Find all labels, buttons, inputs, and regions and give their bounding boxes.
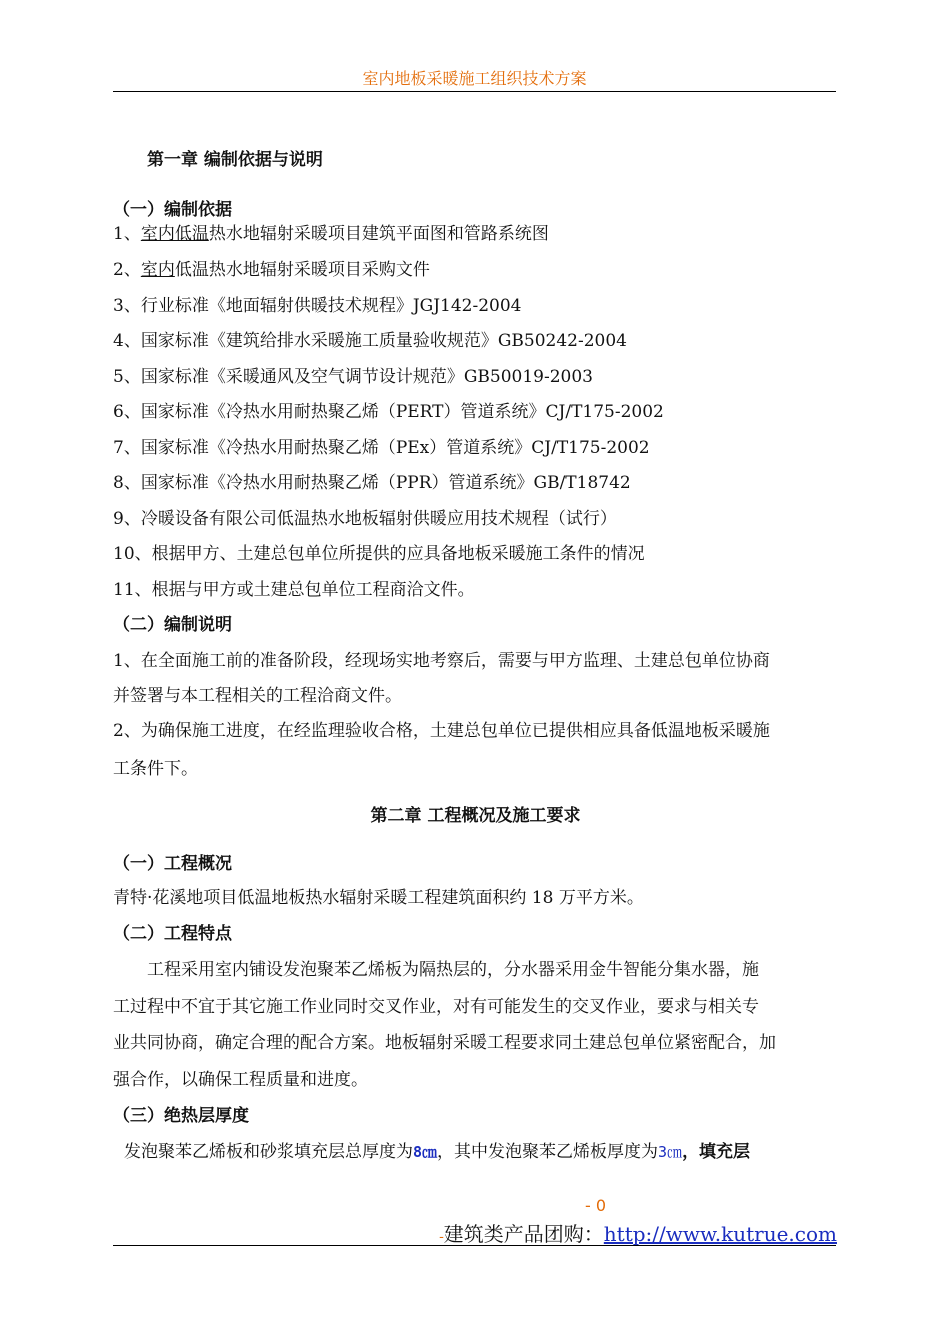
basis-item: 6、国家标准《冷热水用耐热聚乙烯（PERT）管道系统》CJ/T175-2002 xyxy=(113,402,664,422)
section-insulation-heading: （三）绝热层厚度 xyxy=(113,1106,249,1126)
header-divider xyxy=(113,91,836,92)
footer-link[interactable]: http://www.kutrue.com xyxy=(603,1222,837,1246)
footer-ad: -建筑类产品团购：http://www.kutrue.com xyxy=(439,1222,837,1246)
footer-label: 建筑类产品团购： xyxy=(443,1222,604,1246)
insulation-text: 发泡聚苯乙烯板和砂浆填充层总厚度为8㎝，其中发泡聚苯乙烯板厚度为3㎝，填充层 xyxy=(124,1142,751,1162)
notes-line: 工条件下。 xyxy=(113,759,198,779)
board-thickness-value: 3㎝ xyxy=(658,1143,683,1161)
total-thickness-value: 8㎝ xyxy=(413,1143,438,1161)
chapter-2-title: 第二章 工程概况及施工要求 xyxy=(370,806,581,826)
section-overview-heading: （一）工程概况 xyxy=(113,854,232,874)
features-line: 工程采用室内铺设发泡聚苯乙烯板为隔热层的，分水器采用金牛智能分集水器，施 xyxy=(147,960,759,980)
basis-item: 10、根据甲方、土建总包单位所提供的应具备地板采暖施工条件的情况 xyxy=(113,544,645,564)
basis-item: 4、国家标准《建筑给排水采暖施工质量验收规范》GB50242-2004 xyxy=(113,331,627,351)
basis-item: 11、根据与甲方或土建总包单位工程商洽文件。 xyxy=(113,580,475,600)
basis-item: 5、国家标准《采暖通风及空气调节设计规范》GB50019-2003 xyxy=(113,367,593,387)
notes-line: 1、在全面施工前的准备阶段，经现场实地考察后，需要与甲方监理、土建总包单位协商 xyxy=(113,651,770,671)
basis-item: 3、行业标准《地面辐射供暖技术规程》JGJ142-2004 xyxy=(113,296,522,316)
page-header-title: 室内地板采暖施工组织技术方案 xyxy=(362,69,587,88)
section-basis-heading: （一）编制依据 xyxy=(113,200,232,220)
notes-line: 2、为确保施工进度，在经监理验收合格，土建总包单位已提供相应具备低温地板采暖施 xyxy=(113,721,770,741)
features-line: 强合作，以确保工程质量和进度。 xyxy=(113,1070,368,1090)
basis-item: 9、冷暖设备有限公司低温热水地板辐射供暖应用技术规程（试行） xyxy=(113,509,617,529)
section-features-heading: （二）工程特点 xyxy=(113,924,232,944)
basis-item: 1、室内低温热水地辐射采暖项目建筑平面图和管路系统图 xyxy=(113,224,549,244)
overview-text: 青特·花溪地项目低温地板热水辐射采暖工程建筑面积约 18 万平方米。 xyxy=(113,888,644,908)
footer-divider xyxy=(113,1245,836,1246)
chapter-1-title: 第一章 编制依据与说明 xyxy=(147,150,323,170)
section-notes-heading: （二）编制说明 xyxy=(113,615,232,635)
notes-line: 并签署与本工程相关的工程洽商文件。 xyxy=(113,686,402,706)
basis-item: 7、国家标准《冷热水用耐热聚乙烯（PEx）管道系统》CJ/T175-2002 xyxy=(113,438,650,458)
basis-item: 2、室内低温热水地辐射采暖项目采购文件 xyxy=(113,260,430,280)
page-number: - 0 xyxy=(585,1196,607,1215)
features-line: 业共同协商，确定合理的配合方案。地板辐射采暖工程要求同土建总包单位紧密配合，加 xyxy=(113,1033,776,1053)
features-line: 工过程中不宜于其它施工作业同时交叉作业，对有可能发生的交叉作业，要求与相关专 xyxy=(113,997,759,1017)
basis-item: 8、国家标准《冷热水用耐热聚乙烯（PPR）管道系统》GB/T18742 xyxy=(113,473,631,493)
